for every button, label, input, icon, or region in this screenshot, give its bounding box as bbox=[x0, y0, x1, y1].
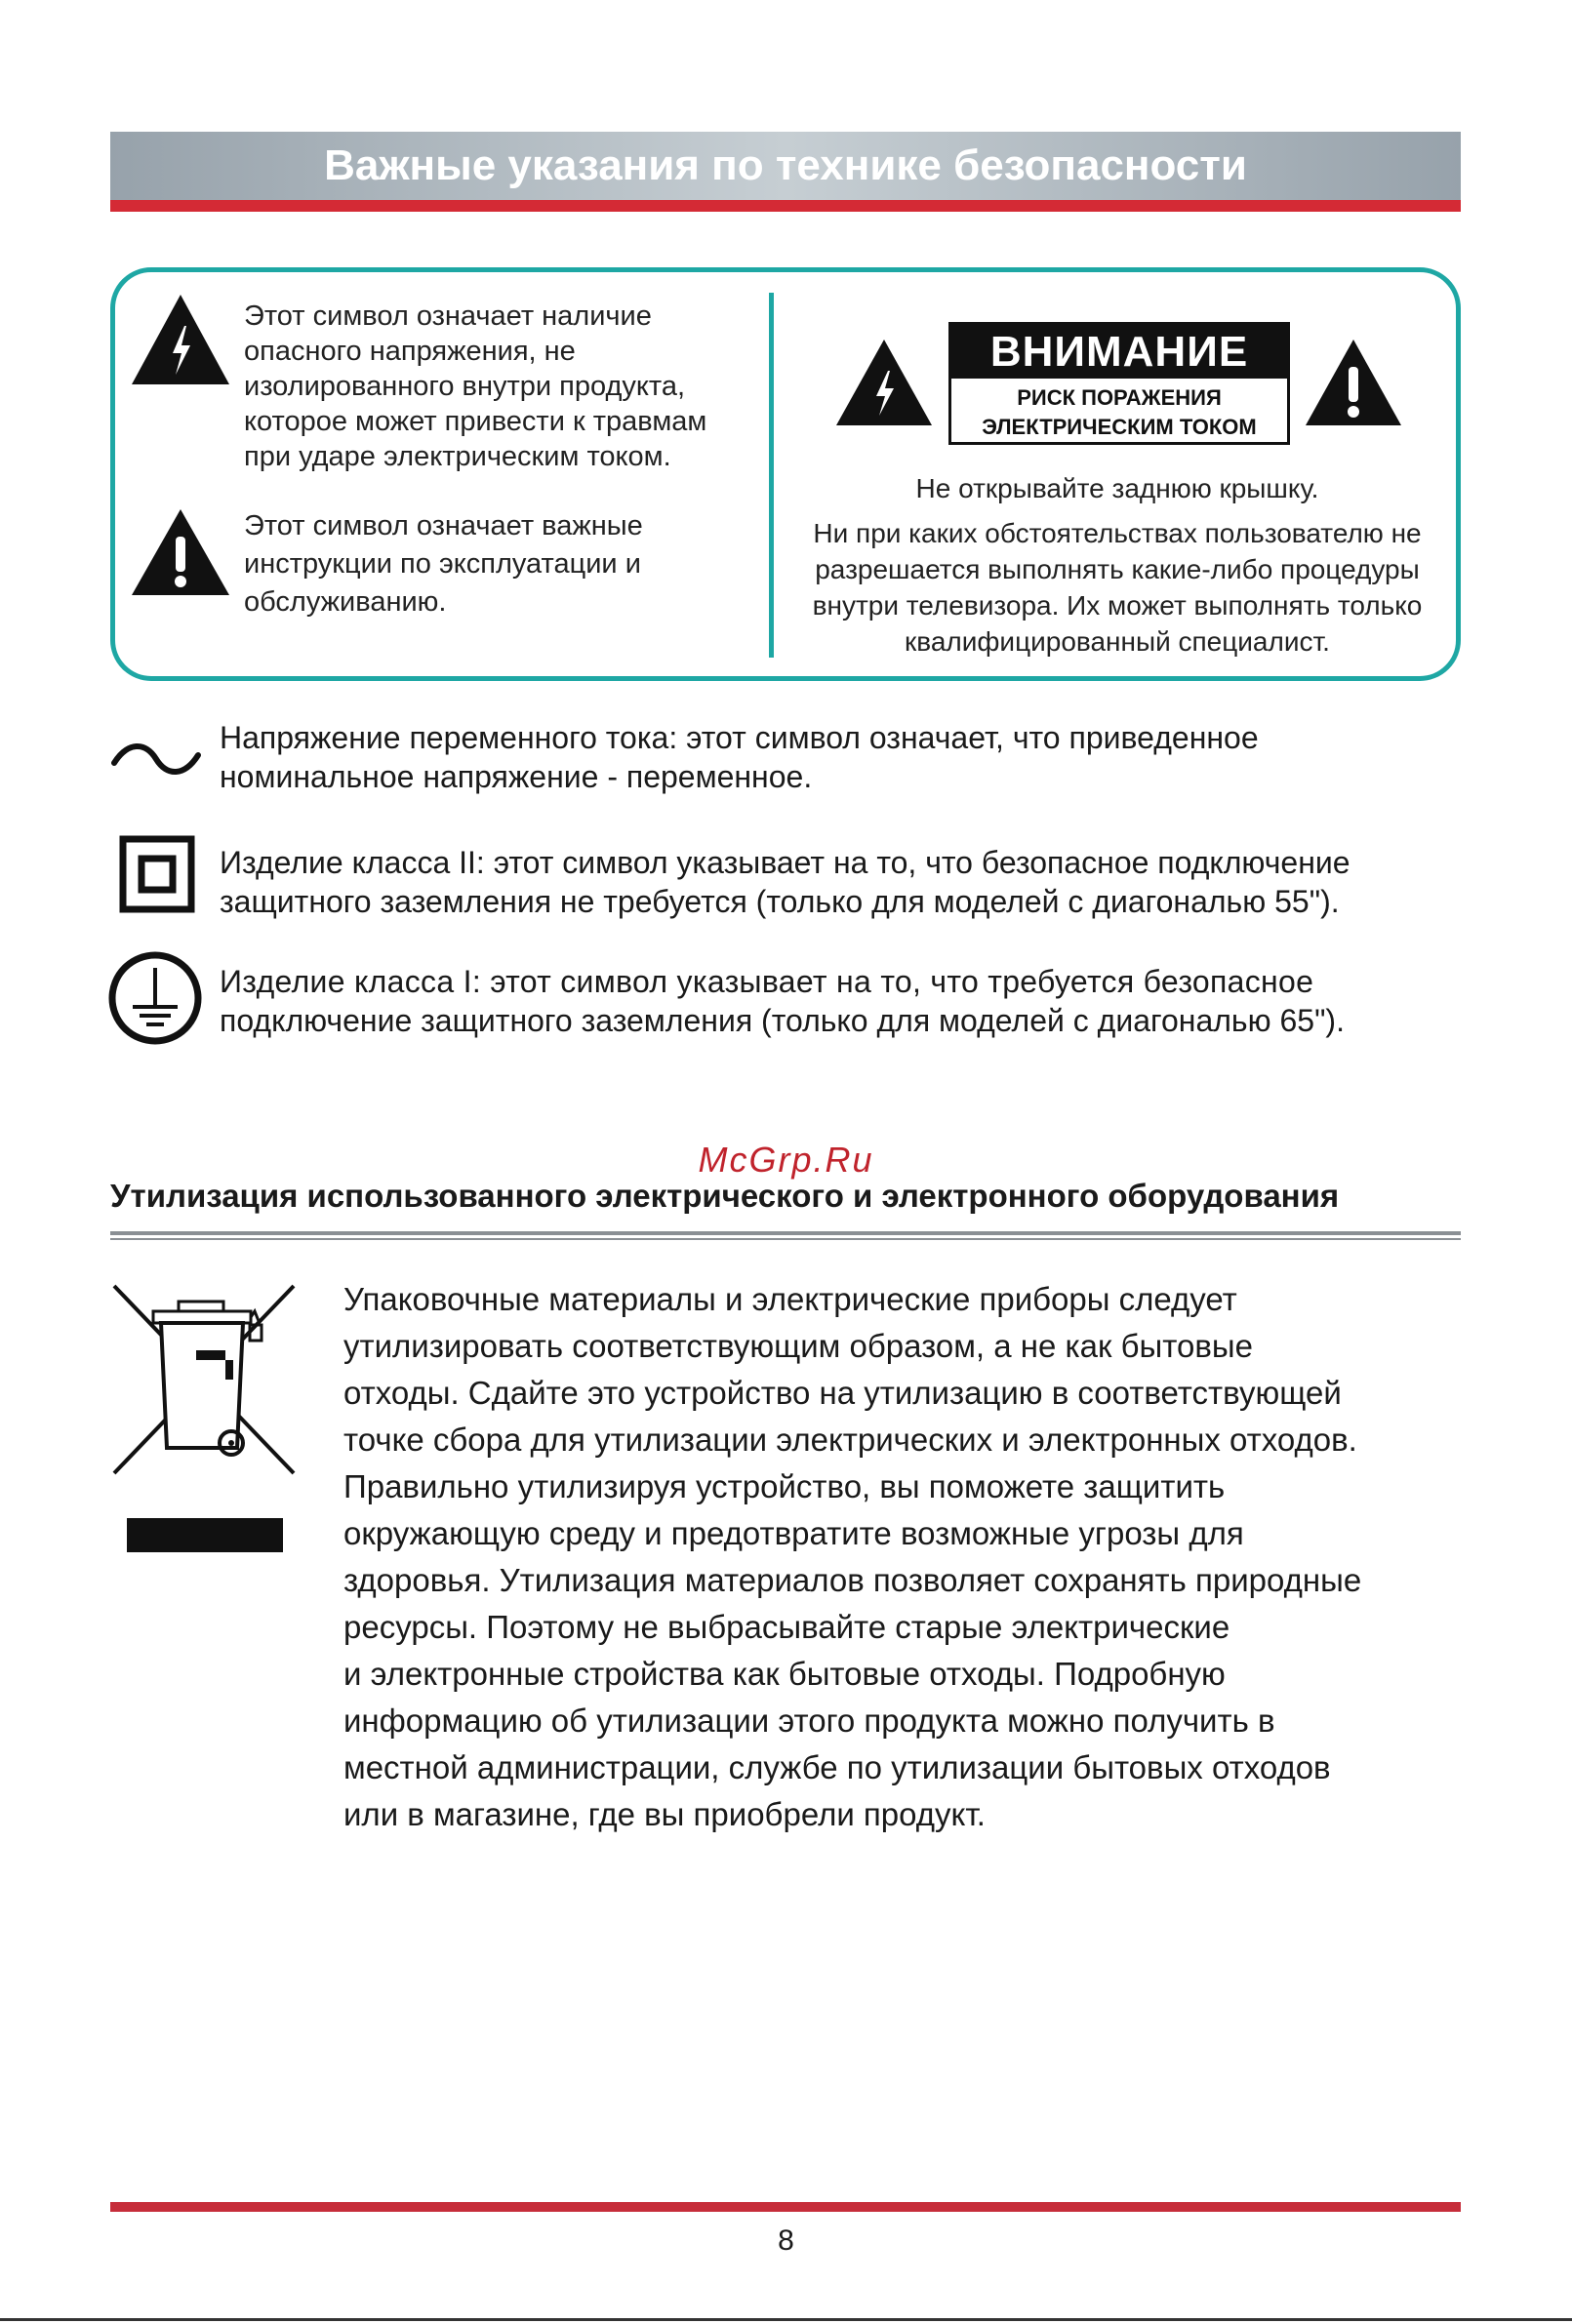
important-line: Этот символ означает важные bbox=[244, 510, 643, 541]
voltage-line: Этот символ означает наличие bbox=[244, 301, 652, 332]
notice-line: разрешается выполнять какие-либо процедуры bbox=[815, 554, 1420, 584]
page-title bbox=[110, 132, 1461, 200]
class-i-icon bbox=[107, 950, 203, 1046]
paragraph-line: Правильно утилизируя устройство, вы поможете защитить bbox=[343, 1468, 1226, 1504]
class-i-description bbox=[220, 962, 1345, 1040]
symbol-line: Напряжение переменного тока: этот символ означает, что приведенное bbox=[220, 720, 1259, 755]
page-title-text: Важные указания по технике безопасности bbox=[324, 141, 1247, 189]
symbol-line: подключение защитного заземления (только для моделей с диагональю 65"). bbox=[220, 1003, 1345, 1038]
do-not-open-text: Не открывайте заднюю крышку. bbox=[915, 473, 1319, 503]
paragraph-line: или в магазине, где вы приобрели продукт. bbox=[343, 1796, 986, 1832]
warning-box-divider bbox=[769, 293, 774, 658]
voltage-line: опасного напряжения, не bbox=[244, 336, 576, 367]
paragraph-line: здоровья. Утилизация материалов позволяет сохранять природные bbox=[343, 1562, 1362, 1598]
paragraph-line: точке сбора для утилизации электрических и электронных отходов. bbox=[343, 1422, 1357, 1458]
voltage-line: изолированного внутри продукта, bbox=[244, 371, 686, 402]
symbol-line: Изделие класса II: этот символ указывает на то, что безопасное подключение bbox=[220, 845, 1350, 880]
lightning-warning-icon bbox=[834, 338, 934, 427]
notice-line: квалифицированный специалист. bbox=[905, 626, 1330, 657]
footer-rule bbox=[110, 2202, 1461, 2212]
class-ii-description bbox=[220, 843, 1350, 921]
paragraph-line: утилизировать соответствующим образом, а не как бытовые bbox=[343, 1328, 1253, 1364]
symbol-line: Изделие класса I: этот символ указывает на то, что требуется безопасное bbox=[220, 964, 1314, 999]
symbol-line: защитного заземления не требуется (только для моделей с диагональю 55"). bbox=[220, 884, 1340, 919]
caution-line: ЭЛЕКТРИЧЕСКИМ ТОКОМ bbox=[982, 415, 1257, 439]
service-notice bbox=[781, 515, 1454, 660]
page-bottom-edge bbox=[0, 2318, 1572, 2321]
paragraph-line: местной администрации, службе по утилизации бытовых отходов bbox=[343, 1749, 1331, 1785]
important-line: инструкции по эксплуатации и bbox=[244, 548, 641, 580]
important-line: обслуживанию. bbox=[244, 586, 447, 618]
notice-line: Ни при каких обстоятельствах пользователю не bbox=[813, 518, 1422, 548]
notice-line: внутри телевизора. Их может выполнять только bbox=[812, 590, 1423, 621]
class-ii-icon bbox=[119, 835, 195, 913]
exclamation-warning-icon bbox=[130, 507, 231, 597]
title-underline bbox=[110, 200, 1461, 212]
voltage-symbol-description bbox=[244, 299, 706, 474]
paragraph-line: Упаковочные материалы и электрические приборы следует bbox=[343, 1281, 1237, 1317]
weee-heading: Утилизация использованного электрического и электронного оборудования bbox=[110, 1178, 1340, 1214]
watermark: McGrp.Ru bbox=[698, 1140, 874, 1180]
caution-line: РИСК ПОРАЖЕНИЯ bbox=[1017, 385, 1222, 410]
caution-title: ВНИМАНИЕ bbox=[951, 325, 1287, 379]
exclamation-warning-icon bbox=[1304, 338, 1403, 427]
paragraph-line: и электронные стройства как бытовые отходы. Подробную bbox=[343, 1656, 1226, 1692]
paragraph-line: ресурсы. Поэтому не выбрасывайте старые электрические bbox=[343, 1609, 1230, 1645]
lightning-warning-icon bbox=[130, 293, 231, 386]
ac-voltage-icon bbox=[110, 740, 202, 779]
symbol-line: номинальное напряжение - переменное. bbox=[220, 759, 813, 794]
heading-rule bbox=[110, 1238, 1461, 1240]
paragraph-line: отходы. Сдайте это устройство на утилизацию в соответствующей bbox=[343, 1375, 1342, 1411]
paragraph-line: информацию об утилизации этого продукта можно получить в bbox=[343, 1703, 1275, 1739]
weee-crossed-bin-icon bbox=[110, 1282, 298, 1477]
voltage-line: которое может привести к травмам bbox=[244, 406, 707, 437]
voltage-line: при ударе электрическим током. bbox=[244, 441, 671, 472]
caution-label bbox=[948, 322, 1290, 445]
weee-black-bar bbox=[127, 1518, 283, 1552]
paragraph-line: окружающую среду и предотвратите возможные угрозы для bbox=[343, 1515, 1244, 1551]
weee-paragraph bbox=[343, 1276, 1466, 1838]
ac-voltage-description bbox=[220, 718, 1259, 796]
important-symbol-description bbox=[244, 507, 643, 621]
page-number: 8 bbox=[778, 2224, 794, 2257]
heading-rule bbox=[110, 1231, 1461, 1235]
